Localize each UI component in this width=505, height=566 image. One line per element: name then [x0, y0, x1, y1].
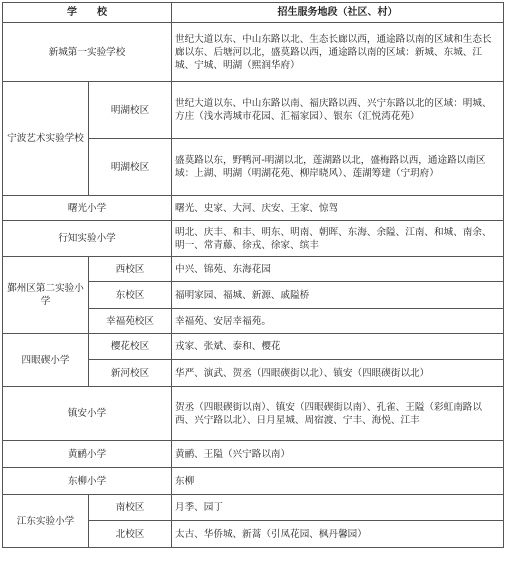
service-area: 贺丞（四眼碶街以南）、镇安（四眼碶街以南）、孔雀、王隘（彩虹南路以西、兴宁路以北）、日月星城、周宿渡、宁丰、海悦、江丰	[172, 387, 504, 441]
table-row	[3, 23, 504, 82]
service-area: 明北、庆丰、和丰、明东、明南、朝晖、东海、余隘、江南、和城、南余、明一、常青藤、徐戎、徐家、缤丰	[172, 221, 504, 257]
campus-name: 东校区	[89, 282, 172, 309]
table-row	[3, 221, 504, 257]
campus-name: 北校区	[89, 521, 172, 548]
campus-name: 明湖校区	[89, 139, 172, 196]
header-area: 招生服务地段（社区、村）	[172, 3, 504, 23]
campus-name: 新河校区	[89, 360, 172, 387]
school-name: 东柳小学	[3, 468, 172, 495]
service-area: 黄鹂、王隘（兴宁路以南）	[172, 441, 504, 468]
service-area: 世纪大道以东、中山东路以北、生态长廊以西，通途路以南的区域和生态长廊以东、后塘河以北，盛莫路以西，通途路以南的区域：新城、东城、江城、宁城、明湖（熙润华府）	[172, 23, 504, 82]
school-name: 镇安小学	[3, 387, 172, 441]
service-area: 福明家园、福城、新源、戚隘桥	[172, 282, 504, 309]
service-area: 东柳	[172, 468, 504, 495]
service-area: 戎家、张斌、泰和、樱花	[172, 334, 504, 360]
service-area: 中兴、锦苑、东海花园	[172, 257, 504, 282]
campus-name: 幸福苑校区	[89, 309, 172, 334]
service-area: 世纪大道以东、中山东路以南、福庆路以西、兴宁东路以北的区域：明城、方庄（浅水湾城市花园、汇福家园）、银东（汇悦湾花苑）	[172, 82, 504, 139]
table-row	[3, 82, 504, 139]
header-row	[3, 3, 504, 23]
school-name: 宁波艺术实验学校	[3, 82, 89, 196]
service-area: 曙光、史家、大河、庆安、王家、惊驾	[172, 196, 504, 221]
table-row	[3, 257, 504, 282]
service-area: 月季、园丁	[172, 495, 504, 521]
school-name: 曙光小学	[3, 196, 172, 221]
school-name: 鄞州区第二实验小学	[3, 257, 89, 334]
school-name: 四眼碶小学	[3, 334, 89, 387]
school-name: 行知实验小学	[3, 221, 172, 257]
table-row	[3, 495, 504, 521]
table-row	[3, 441, 504, 468]
campus-name: 明湖校区	[89, 82, 172, 139]
school-name: 黄鹂小学	[3, 441, 172, 468]
service-area: 太古、华侨城、新蒿（引凤花园、枫丹馨园）	[172, 521, 504, 548]
table-row	[3, 196, 504, 221]
table-row	[3, 387, 504, 441]
service-area: 盛莫路以东，野鸭河-明湖以北，莲湖路以北，盛梅路以西，通途路以南区域：上湖、明湖（明湖花苑、柳岸晓风）、莲湖筹建（宁玥府）	[172, 139, 504, 196]
campus-name: 南校区	[89, 495, 172, 521]
campus-name: 樱花校区	[89, 334, 172, 360]
school-name: 新城第一实验学校	[3, 23, 172, 82]
header-school: 学 校	[3, 3, 172, 23]
enrollment-table	[2, 2, 504, 548]
table-row	[3, 468, 504, 495]
school-name: 江东实验小学	[3, 495, 89, 548]
table-row	[3, 334, 504, 360]
service-area: 幸福苑、安居幸福苑。	[172, 309, 504, 334]
campus-name: 西校区	[89, 257, 172, 282]
service-area: 华严、演武、贺丞（四眼碶街以北）、镇安（四眼碶街以北）	[172, 360, 504, 387]
